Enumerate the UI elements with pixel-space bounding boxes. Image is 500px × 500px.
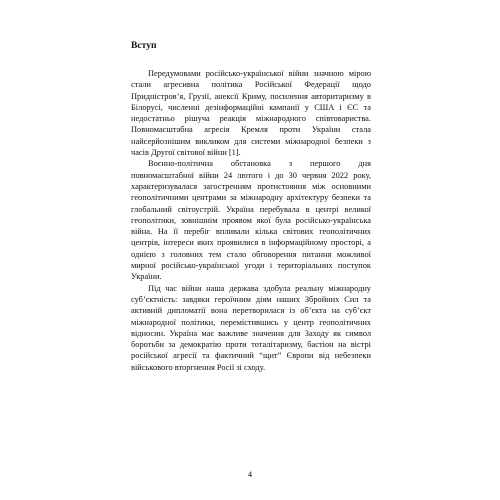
paragraph-3: Під час війни наша держава здобула реальну міжнародну суб’єктність: завдяки героїчним діям наших Збройних Сил та активній дипломатії вона перетворилася із об’єкта на суб’єкт міжнародної політики, перемістившись у центр геополітичних відносин. Україна має важливе значення для Заходу як символ боротьби за демократію проти тоталітаризму, бастіон на вістрі російської агресії та фактичний “щит” Європи від небезпеки військового вторгнення Росії зі сходу. — [131, 283, 371, 372]
paragraph-2: Воєнно-політична обстановка з першого дня повномасштабної війни 24 лютого і до 30 червня 2022 року, характеризувалася загостренням протистояння між основними геополітичними центрами за міжнародну архітектуру безпеки та глобальний світоустрій. Україна перебувала в центрі великої геополітики, зовнішнім проявом якої була російсько-українська війна. На її перебіг впливали кілька світових геополітичних центрів, інтереси яких проявилися в інформаційному просторі, а однією з головних тем стало обговорення питання можливої мирної російсько-української угоди і територіальних поступок України. — [131, 159, 371, 282]
section-heading: Вступ — [131, 40, 157, 51]
page-number: 4 — [247, 470, 253, 479]
body-text — [131, 68, 371, 373]
paragraph-1: Передумовами російсько-української війни значною мірою стали агресивна політика Російської Федерації щодо Придністров’я, Грузії, анексії Криму, посилення авторитаризму в Білорусі, численні дезінформаційні кампанії у США і ЄС та недостатньо рішуча реакція міжнародного співтовариства. Повномасштабна агресія Кремля проти України стала найсерйознішим викликом для системи міжнародної безпеки з часів Другої світової війни [1]. — [131, 69, 371, 158]
